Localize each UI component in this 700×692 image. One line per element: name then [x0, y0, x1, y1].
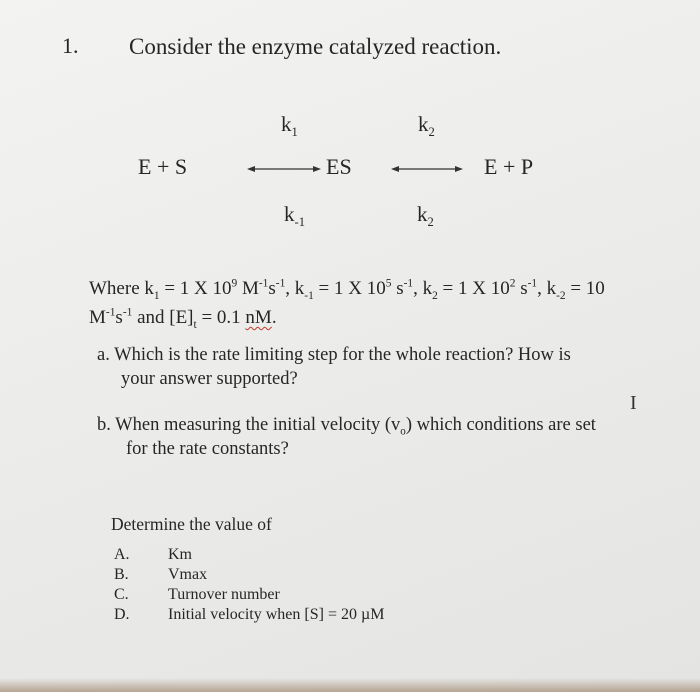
forward-reverse-arrow-2: [391, 164, 463, 174]
question-number: 1.: [62, 33, 79, 58]
question-title: Consider the enzyme catalyzed reaction.: [129, 34, 502, 59]
reactants-e-plus-s: E + S: [138, 154, 188, 179]
rate-constants-line: Where $k_1 = 1$ X $10^9$ $M^{-1}s^{-1}$, $k_{-1} = 1$ X $10^5$ $s^{-1}$, $k_2 = 1$ X $10^2$ $s^{-1}$, $k_{-2} = 10$: [89, 277, 605, 302]
rate-constant-k-minus-2: $k_2$: [417, 202, 434, 230]
spellcheck-nm: nM: [245, 307, 272, 328]
rate-constant-k-minus-1: $k_{-1}$: [284, 202, 305, 230]
enzyme-concentration-line: $M^{-1}s^{-1}$ and $[E]_t = 0.1$ nM.: [89, 306, 277, 331]
item-letter: A.: [114, 546, 130, 563]
item-letter: B.: [114, 566, 129, 583]
part-b-line-2: for the rate constants?: [126, 439, 289, 459]
part-a-line-1: a. Which is the rate limiting step for the whole reaction? How is: [97, 345, 571, 365]
part-a-line-2: your answer supported?: [121, 369, 298, 389]
intermediate-es: ES: [326, 154, 352, 179]
item-text: Turnover number: [168, 586, 280, 603]
page-bottom-edge: [0, 678, 700, 692]
rate-constant-k1: $k_1$: [281, 112, 298, 140]
determine-heading: Determine the value of: [111, 514, 272, 534]
item-text: Vmax: [168, 566, 208, 583]
item-letter: D.: [114, 606, 130, 623]
item-letter: C.: [114, 586, 129, 603]
part-b-line-1: b. When measuring the initial velocity $(v_o)$ which conditions are set: [97, 415, 596, 438]
forward-reverse-arrow-1: [247, 164, 321, 174]
text-cursor-icon: I: [630, 392, 637, 414]
products-e-plus-p: E + P: [484, 154, 534, 179]
item-text: Initial velocity when [S] = 20 µM: [168, 606, 385, 623]
rate-constant-k2: $k_2$: [418, 112, 435, 140]
item-text: Km: [168, 546, 192, 563]
